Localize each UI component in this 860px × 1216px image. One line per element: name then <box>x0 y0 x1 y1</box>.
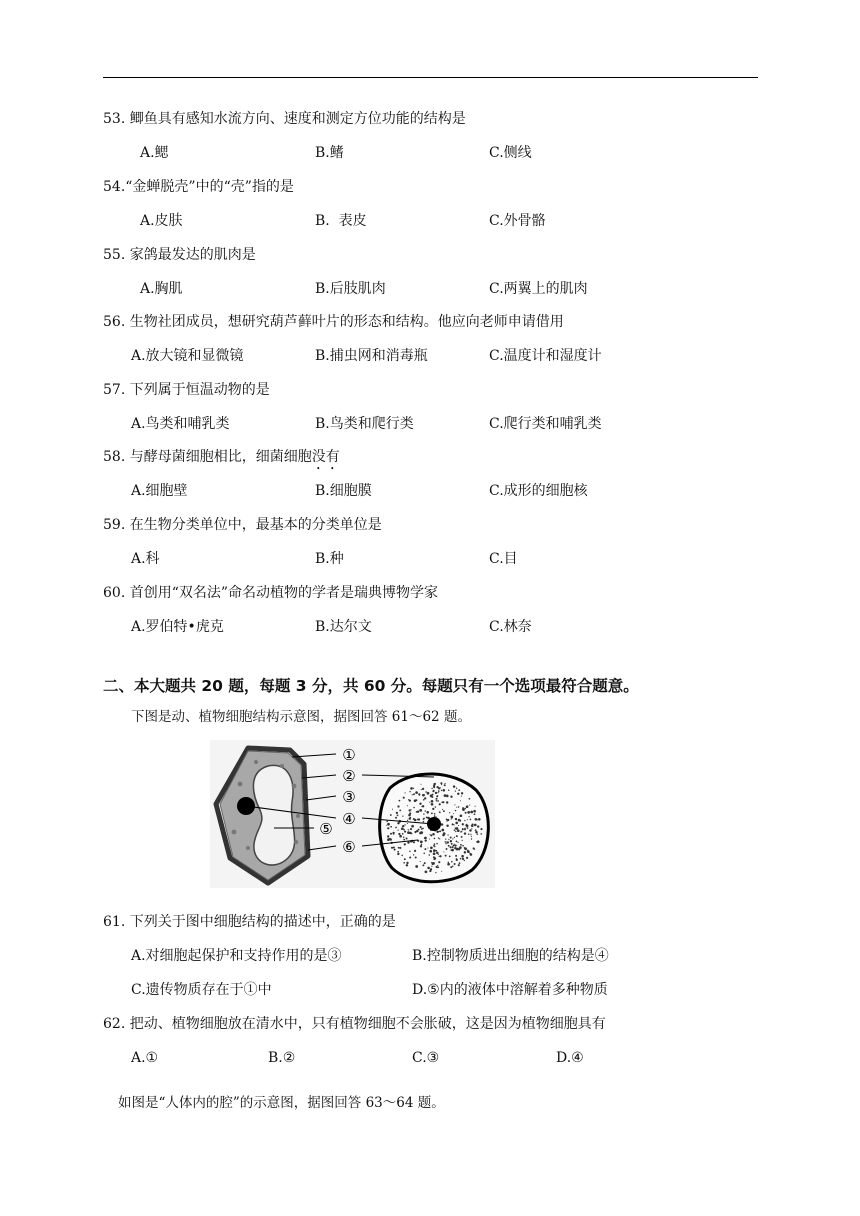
question-55-option-c: C.两翼上的肌肉 <box>489 281 588 297</box>
question-57-stem: 57. 下列属于恒温动物的是 <box>103 382 270 398</box>
question-62-stem: 62. 把动、植物细胞放在清水中，只有植物细胞不会胀破，这是因为植物细胞具有 <box>103 1016 606 1032</box>
question-62-option-c: C.③ <box>412 1050 440 1066</box>
question-61-option-d: D.⑤内的液体中溶解着多种物质 <box>412 982 608 998</box>
question-60-option-b: B.达尔文 <box>315 619 372 635</box>
question-55-option-a: A.胸肌 <box>140 281 183 297</box>
animal-cell <box>380 774 489 882</box>
section-2-heading: 二、本大题共 20 题，每题 3 分，共 60 分。每题只有一个选项最符合题意。 <box>103 677 639 695</box>
question-62-option-d: D.④ <box>556 1050 584 1066</box>
question-62-option-b: B.② <box>268 1050 296 1066</box>
question-55-stem: 55. 家鸽最发达的肌肉是 <box>103 247 256 263</box>
question-58-stem-text: 58. 与酵母菌细胞相比，细菌细胞 <box>103 449 312 465</box>
question-56-option-b: B.捕虫网和消毒瓶 <box>315 348 428 364</box>
question-59-option-a: A.科 <box>131 551 160 567</box>
question-57-option-c: C.爬行类和哺乳类 <box>489 416 602 432</box>
figure-label-4: ④ <box>342 810 356 828</box>
figure-label-6: ⑥ <box>342 838 356 856</box>
question-53-option-c: C.侧线 <box>489 145 532 161</box>
figure-intro: 下图是动、植物细胞结构示意图，据图回答 61～62 题。 <box>131 709 471 725</box>
question-61-option-b: B.控制物质进出细胞的结构是④ <box>412 948 609 964</box>
question-58-option-a: A.细胞壁 <box>131 483 188 499</box>
question-60-option-a: A.罗伯特•虎克 <box>131 619 224 635</box>
question-58-option-b: B.细胞膜 <box>315 483 372 499</box>
question-57-option-b: B.鸟类和爬行类 <box>315 416 414 432</box>
question-53-stem: 53. 鲫鱼具有感知水流方向、速度和测定方位功能的结构是 <box>103 111 466 127</box>
question-54-option-b: B. 表皮 <box>315 213 367 229</box>
question-53-option-b: B.鳍 <box>315 145 344 161</box>
question-56-option-a: A.放大镜和显微镜 <box>131 348 244 364</box>
question-61-stem: 61. 下列关于图中细胞结构的描述中，正确的是 <box>103 914 396 930</box>
question-56-stem: 56. 生物社团成员，想研究葫芦藓叶片的形态和结构。他应向老师申请借用 <box>103 314 564 330</box>
question-54-option-c: C.外骨骼 <box>489 213 546 229</box>
figure-label-2: ② <box>342 767 356 785</box>
question-57-option-a: A.鸟类和哺乳类 <box>131 416 230 432</box>
question-58-stem <box>103 447 340 473</box>
question-62-option-a: A.① <box>131 1050 159 1066</box>
question-55-option-b: B.后肢肌肉 <box>315 281 386 297</box>
question-59-option-b: B.种 <box>315 551 344 567</box>
question-58-emphasis: 没有 <box>311 449 340 465</box>
question-54-stem: 54.“金蝉脱壳”中的“壳”指的是 <box>103 179 294 195</box>
figure-intro-2: 如图是“人体内的腔”的示意图，据图回答 63～64 题。 <box>118 1095 445 1111</box>
figure-label-1: ① <box>342 746 356 764</box>
question-53-option-a: A.鳃 <box>140 145 169 161</box>
question-60-stem: 60. 首创用“双名法”命名动植物的学者是瑞典博物学家 <box>103 585 439 601</box>
question-61-option-c: C.遗传物质存在于①中 <box>131 982 272 998</box>
question-58-option-c: C.成形的细胞核 <box>489 483 588 499</box>
header-rule <box>103 77 758 78</box>
question-56-option-c: C.温度计和湿度计 <box>489 348 602 364</box>
question-59-option-c: C.目 <box>489 551 518 567</box>
question-54-option-a: A.皮肤 <box>140 213 183 229</box>
question-61-option-a: A.对细胞起保护和支持作用的是③ <box>131 948 342 964</box>
question-59-stem: 59. 在生物分类单位中，最基本的分类单位是 <box>103 517 382 533</box>
figure-label-5: ⑤ <box>319 820 333 838</box>
question-60-option-c: C.林奈 <box>489 619 532 635</box>
figure-label-3: ③ <box>342 788 356 806</box>
cell-structure-diagram <box>210 740 495 888</box>
